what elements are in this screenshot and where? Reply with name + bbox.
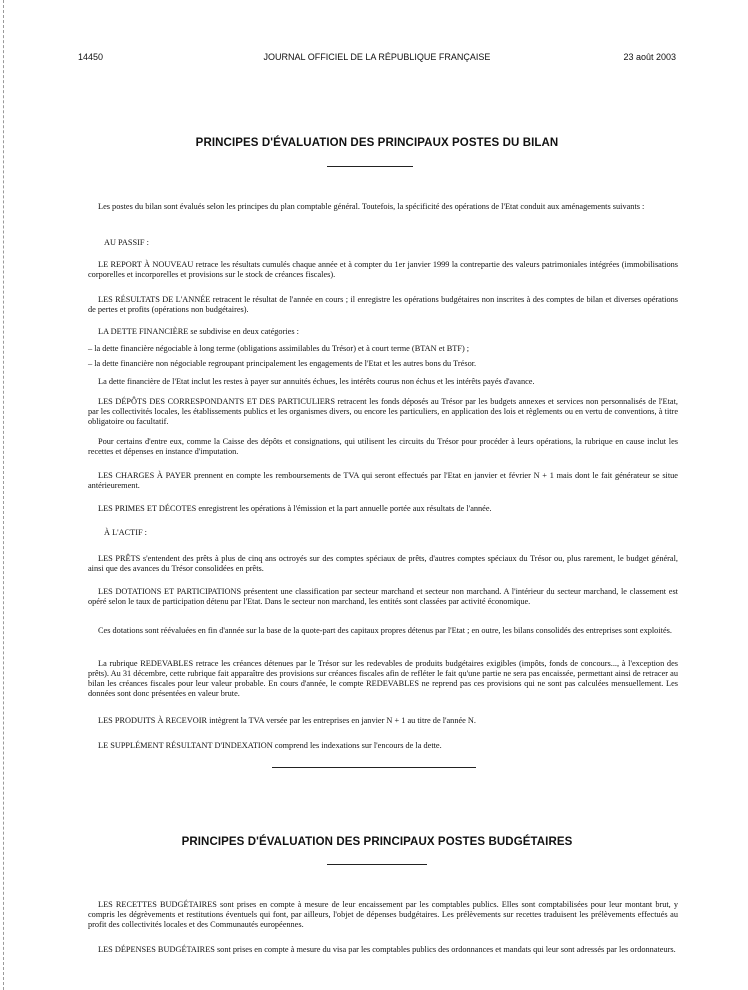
depenses-budgetaires-paragraph: LES DÉPENSES BUDGÉTAIRES sont prises en compte à mesure du visa par les comptables publics des ordonnances et mandats qui leur sont adressés par les ordonnateurs.	[98, 945, 676, 954]
dette-financiere-paragraph: LA DETTE FINANCIÈRE se subdivise en deux catégories :	[98, 327, 299, 336]
title-underline	[327, 864, 427, 865]
section-separator	[272, 767, 476, 768]
dette-list-item: – la dette financière non négociable regroupant principalement les engagements de l'Etat et les autres bons du Trésor.	[88, 359, 477, 368]
section-title-bilan: PRINCIPES D'ÉVALUATION DES PRINCIPAUX POSTES DU BILAN	[195, 137, 559, 149]
supplement-indexation-paragraph: LE SUPPLÉMENT RÉSULTANT D'INDEXATION comprend les indexations sur l'encours de la dette.	[98, 741, 442, 750]
prets-paragraph: LES PRÊTS s'entendent des prêts à plus de cinq ans octroyés sur des comptes spéciaux de prêts, d'autres comptes spéciaux du Trésor ou, plus rarement, le budget général, ainsi que des avances du Trésor consolidées en prêts.	[88, 554, 678, 573]
page-header	[78, 51, 676, 65]
depots-paragraph: LES DÉPÔTS DES CORRESPONDANTS ET DES PARTICULIERS retracent les fonds déposés au Trésor par les budgets annexes et services non personnalisés de l'Etat, par les collectivités locales, les établissements publics et les organismes divers, ou encore les particuliers, en application des lois et règlements ou en vertu de conventions, à titre obligatoire ou facultatif.	[88, 397, 678, 426]
dette-list-item: – la dette financière négociable à long terme (obligations assimilables du Trésor) et à court terme (BTAN et BTF) ;	[88, 344, 470, 353]
scan-edge-rule	[3, 0, 4, 990]
passif-heading: AU PASSIF :	[104, 238, 149, 247]
charges-a-payer-paragraph: LES CHARGES À PAYER prennent en compte les remboursements de TVA qui seront effectués par l'Etat en janvier et février N + 1 mais dont le fait générateur se situe antérieurement.	[88, 471, 678, 490]
section-title-budgetaires: PRINCIPES D'ÉVALUATION DES PRINCIPAUX POSTES BUDGÉTAIRES	[181, 836, 573, 848]
primes-decotes-paragraph: LES PRIMES ET DÉCOTES enregistrent les opérations à l'émission et la part annuelle portée aux résultats de l'année.	[98, 504, 492, 513]
dotations-paragraph: LES DOTATIONS ET PARTICIPATIONS présentent une classification par secteur marchand et secteur non marchand. A l'intérieur du secteur marchand, le classement est opéré selon le taux de participation détenu par l'Etat. Dans le secteur non marchand, les entités sont classées par activité économique.	[88, 587, 678, 606]
produits-a-recevoir-paragraph: LES PRODUITS À RECEVOIR intègrent la TVA versée par les entreprises en janvier N + 1 au titre de l'année N.	[98, 716, 476, 725]
publication-date: 23 août 2003	[623, 52, 676, 62]
report-a-nouveau-paragraph: LE REPORT À NOUVEAU retrace les résultats cumulés chaque année et à compter du 1er janvier 1999 la contrepartie des valeurs patrimoniales intégrées (immobilisations corporelles et incorporelles et provisions sur le stock de créances fiscales).	[88, 260, 678, 279]
reevaluation-paragraph: Ces dotations sont réévaluées en fin d'année sur la base de la quote-part des capitaux propres détenus par l'Etat ; en outre, les bilans consolidés des entreprises sont exploités.	[98, 626, 672, 635]
actif-heading: À L'ACTIF :	[104, 528, 147, 537]
page-number: 14450	[78, 52, 104, 62]
journal-title: JOURNAL OFFICIEL DE LA RÉPUBLIQUE FRANÇAISE	[263, 52, 491, 62]
resultats-annee-paragraph: LES RÉSULTATS DE L'ANNÉE retracent le résultat de l'année en cours ; il enregistre les opérations budgétaires non inscrites à des comptes de bilan et diverses opérations de pertes et profits (opérations non budgétaires).	[88, 295, 678, 314]
caisse-depots-paragraph: Pour certains d'entre eux, comme la Caisse des dépôts et consignations, qui utilisent les circuits du Trésor pour procéder à leurs opérations, la rubrique en cause inclut les recettes et dépenses en instance d'imputation.	[88, 437, 678, 456]
intro-paragraph: Les postes du bilan sont évalués selon les principes du plan comptable général. Toutefois, la spécificité des opérations de l'Etat conduit aux aménagements suivants :	[98, 202, 645, 211]
dette-inclusion-paragraph: La dette financière de l'Etat inclut les restes à payer sur annuités échues, les intérêts courus non échus et les intérêts payés d'avance.	[98, 377, 535, 386]
recettes-budgetaires-paragraph: LES RECETTES BUDGÉTAIRES sont prises en compte à mesure de leur encaissement par les comptables publics. Elles sont comptabilisées pour leur montant brut, y compris les dégrèvements et restitutions éventuels qui font, par ailleurs, l'objet de dépenses budgétaires. Les prélèvements sur recettes traduisent les prélèvements effectués au profit des collectivités locales et des Communautés européennes.	[88, 900, 678, 929]
title-underline	[327, 166, 413, 167]
redevables-paragraph: La rubrique REDEVABLES retrace les créances détenues par le Trésor sur les redevables de produits budgétaires exigibles (impôts, fonds de concours..., à l'exception des prêts). Au 31 décembre, cette rubrique fait apparaître des provisions sur créances fiscales afin de refléter le fait qu'une partie ne sera pas encaissée, permettant ainsi de retracer au bilan les créances fiscales pour leur valeur probable. En cours d'année, le compte REDEVABLES ne reprend pas ces provisions qui ne sont pas calculées mensuellement. Les données sont donc présentées en valeur brute.	[88, 659, 678, 698]
